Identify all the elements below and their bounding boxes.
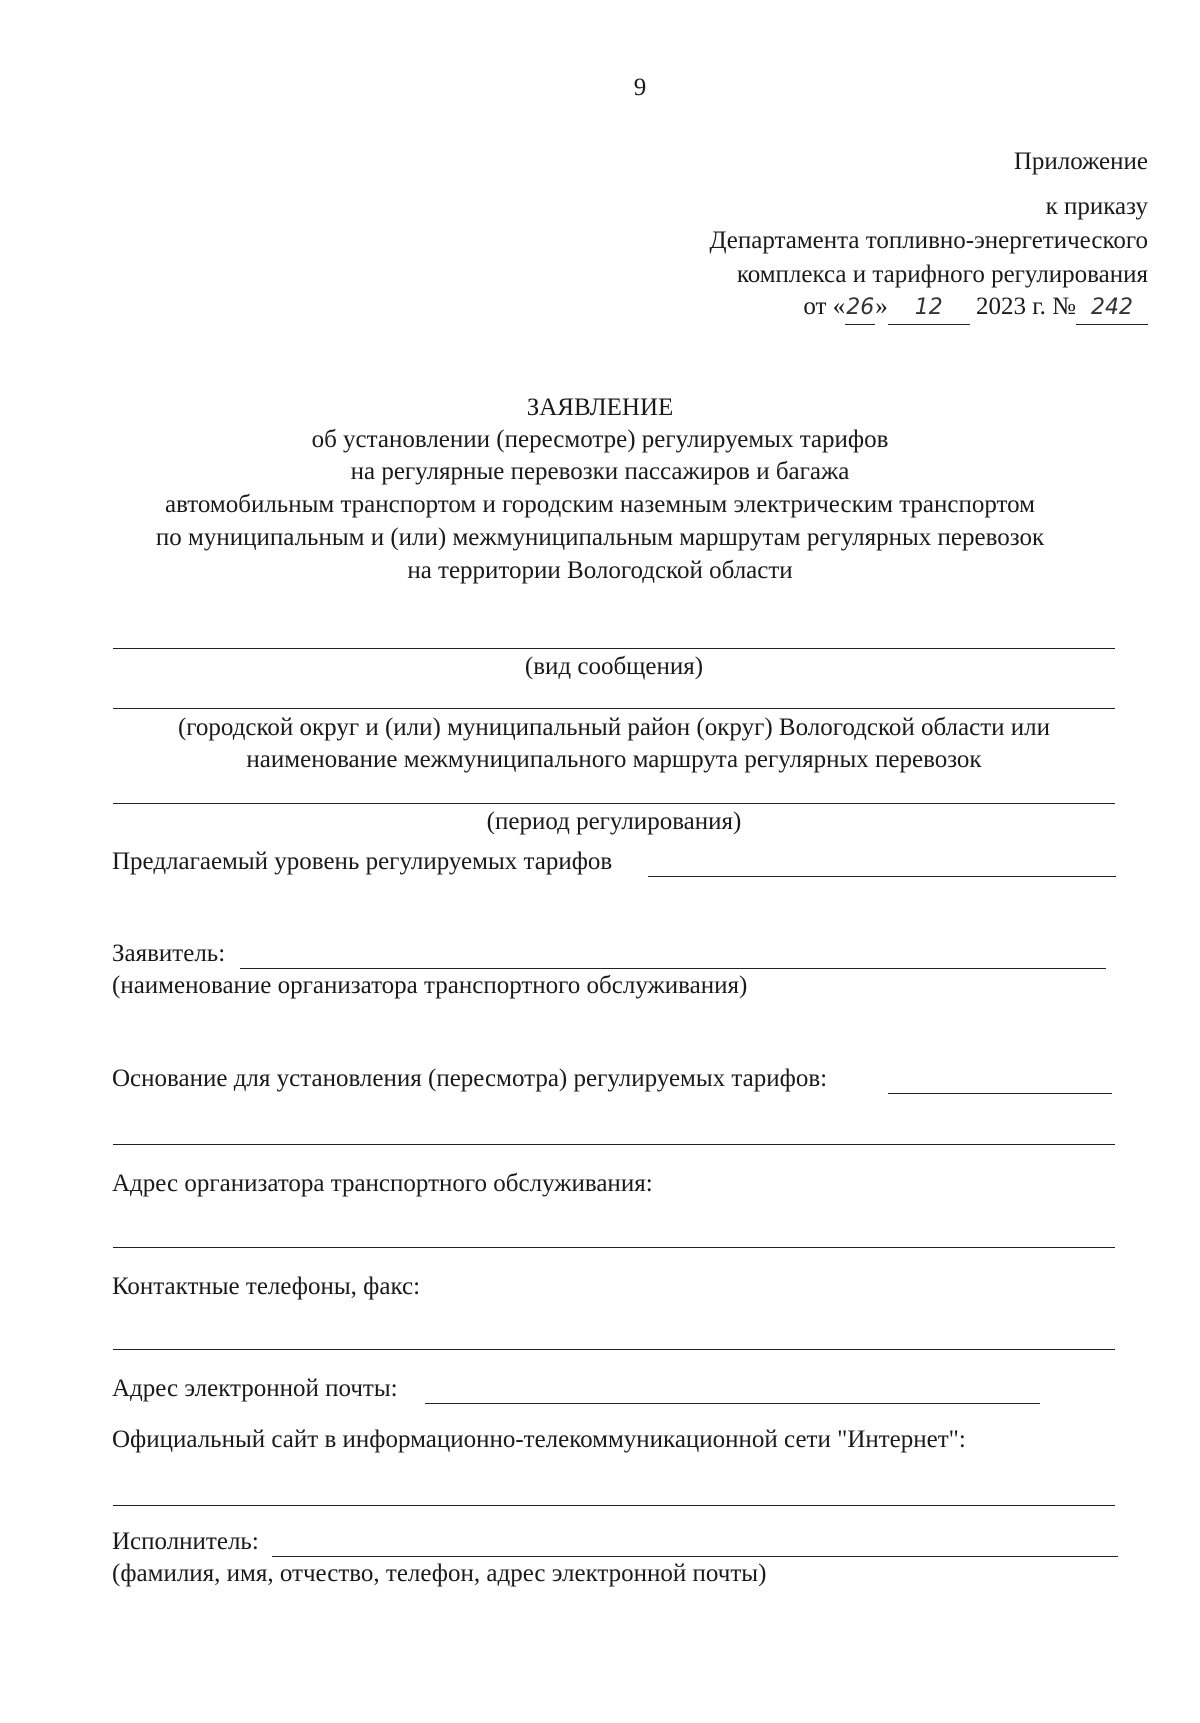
order-number: 242 [1076,292,1148,325]
order-ref: к приказу [1045,193,1148,220]
date-mid: » [875,293,888,320]
title-line-1: об установлении (пересмотре) регулируемых тарифов [311,426,889,453]
period-field[interactable] [113,803,1115,804]
appendix-label: Приложение [1013,148,1148,175]
tariff-level-field[interactable] [648,876,1116,877]
title-line-3: автомобильным транспортом и городским наземным электрическим транспортом [165,491,1035,518]
order-day: 26 [845,292,875,325]
address-field[interactable] [113,1247,1115,1248]
applicant-field[interactable] [240,968,1106,969]
date-prefix: от « [803,293,846,320]
order-date-line [803,291,1148,325]
district-caption-2: наименование межмуниципального маршрута регулярных перевозок [246,746,982,773]
title-line-2: на регулярные перевозки пассажиров и багажа [350,458,850,485]
district-field[interactable] [113,708,1115,709]
basis-label: Основание для установления (пересмотра) регулируемых тарифов: [112,1065,828,1092]
basis-field-continued[interactable] [113,1144,1115,1145]
phones-label: Контактные телефоны, факс: [112,1273,421,1300]
email-label: Адрес электронной почты: [112,1375,398,1402]
email-field[interactable] [425,1403,1040,1404]
message-type-field[interactable] [113,648,1115,649]
order-year: 2023 г. № [975,293,1076,320]
address-label: Адрес организатора транспортного обслуживания: [112,1170,653,1197]
period-caption: (период регулирования) [486,808,742,835]
tariff-level-label: Предлагаемый уровень регулируемых тарифов [112,848,613,875]
department-line-1: Департамента топливно-энергетического [709,227,1148,254]
title-line-5: на территории Вологодской области [407,557,793,584]
page-number: 9 [633,74,647,101]
website-label: Официальный сайт в информационно-телекоммуникационной сети "Интернет": [112,1426,966,1453]
title-line-4: по муниципальным и (или) межмуниципальным маршрутам регулярных перевозок [155,524,1045,551]
phones-field[interactable] [113,1349,1115,1350]
department-line-2: комплекса и тарифного регулирования [736,261,1148,288]
order-month: 12 [888,292,970,325]
document-title: ЗАЯВЛЕНИЕ [526,394,674,421]
executor-label: Исполнитель: [112,1528,259,1555]
website-field[interactable] [113,1505,1115,1506]
message-type-caption: (вид сообщения) [524,653,704,680]
executor-field[interactable] [272,1556,1118,1557]
district-caption-1: (городской округ и (или) муниципальный район (округ) Вологодской области или [177,714,1051,741]
applicant-label: Заявитель: [112,940,226,967]
executor-caption: (фамилия, имя, отчество, телефон, адрес электронной почты) [112,1560,767,1587]
applicant-caption: (наименование организатора транспортного обслуживания) [112,972,748,999]
basis-field[interactable] [888,1093,1112,1094]
